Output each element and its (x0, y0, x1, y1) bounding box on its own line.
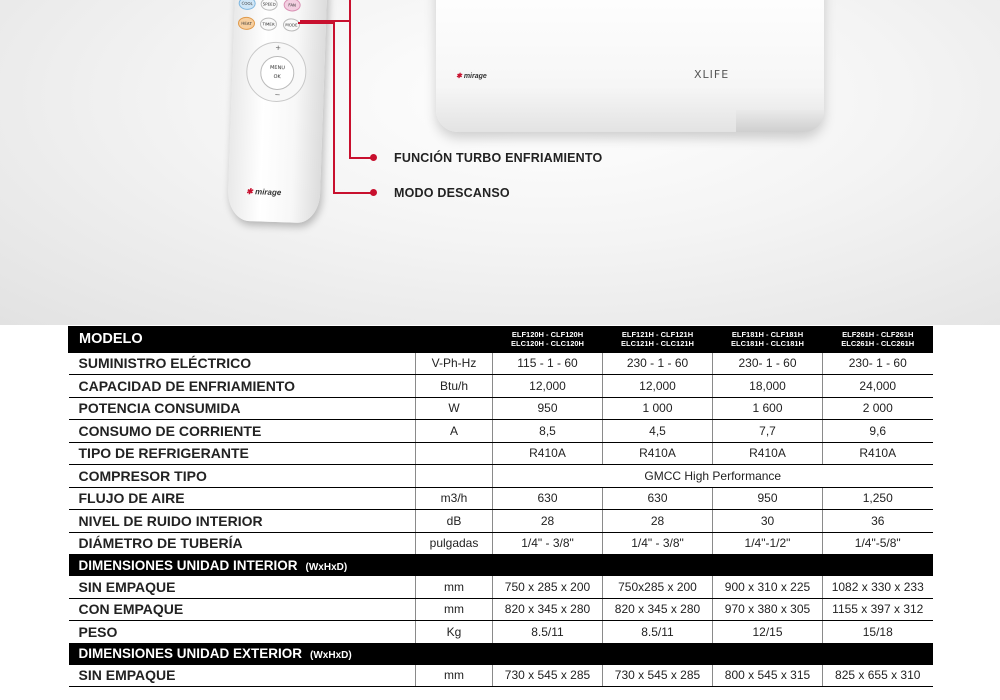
row-value: 1/4"-1/2" (713, 532, 823, 555)
row-value: 1/4" - 3/8" (493, 532, 603, 555)
section-title: DIMENSIONES UNIDAD INTERIOR (78, 557, 298, 573)
row-value: 1155 x 397 x 312 (823, 598, 933, 621)
section-header-row (69, 555, 933, 576)
row-label: COMPRESOR TIPO (69, 465, 416, 488)
section-title: DIMENSIONES UNIDAD EXTERIOR (78, 646, 303, 661)
section-header-row (69, 643, 933, 664)
row-value: 1/4"-5/8" (823, 532, 933, 555)
callout-line (349, 0, 351, 158)
row-unit: W (416, 397, 493, 420)
model-code: ELC181H - CLC181H (731, 338, 804, 348)
remote-fan-button: FAN (283, 0, 300, 12)
row-label: POTENCIA CONSUMIDA (69, 397, 416, 420)
row-value: 115 - 1 - 60 (493, 352, 603, 375)
row-value: 230- 1 - 60 (823, 352, 933, 375)
row-value: R410A (493, 442, 603, 465)
table-row (69, 352, 933, 375)
row-unit: m3/h (416, 487, 493, 510)
table-row (69, 532, 933, 555)
header-model-label: MODELO (69, 326, 416, 352)
row-value: 24,000 (823, 375, 933, 398)
row-value: 970 x 380 x 305 (713, 598, 823, 621)
row-value: 28 (603, 510, 713, 533)
row-value: 750 x 285 x 200 (493, 576, 603, 599)
row-value: 820 x 345 x 280 (493, 598, 603, 621)
row-value: 2 000 (823, 397, 933, 420)
row-unit: Kg (416, 621, 493, 644)
remote-brand-text: mirage (254, 187, 282, 198)
remote-menu-label: MENU (269, 64, 285, 72)
plus-icon: + (275, 43, 282, 53)
row-unit: dB (416, 510, 493, 533)
section-dimensions-note: (WxHxD) (310, 650, 352, 661)
ac-brand-text: mirage (463, 73, 487, 80)
callout-line (333, 192, 373, 194)
row-value: 730 x 545 x 285 (493, 664, 603, 687)
header-unit-cell (416, 326, 493, 352)
table-row (69, 576, 933, 599)
row-value: 12,000 (493, 375, 603, 398)
header-model-cell (713, 326, 823, 352)
row-value: 950 (493, 397, 603, 420)
model-code: ELF121H - CLF121H (621, 329, 694, 339)
remote-cool-button: COOL (238, 0, 255, 10)
row-unit: A (416, 420, 493, 443)
row-unit (416, 465, 493, 488)
header-model-cell (493, 326, 603, 352)
row-value: 9,6 (823, 420, 933, 443)
row-label: CONSUMO DE CORRIENTE (69, 420, 416, 443)
row-value: 750x285 x 200 (603, 576, 713, 599)
row-value: 30 (713, 510, 823, 533)
row-label: FLUJO DE AIRE (69, 487, 416, 510)
table-row (69, 465, 933, 488)
row-label: CON EMPAQUE (69, 598, 416, 621)
row-value: 730 x 545 x 285 (603, 664, 713, 687)
table-row (69, 598, 933, 621)
row-value: 8.5/11 (493, 621, 603, 644)
callout-dot (370, 154, 377, 161)
row-value: 820 x 345 x 280 (603, 598, 713, 621)
product-hero (0, 0, 1000, 325)
row-value: 15/18 (823, 621, 933, 644)
section-dimensions-note: (WxHxD) (305, 561, 348, 573)
row-value: 8,5 (493, 420, 603, 443)
row-label: PESO (69, 621, 416, 644)
remote-ok-label: OK (273, 73, 281, 81)
model-code: ELF181H - CLF181H (731, 329, 804, 339)
row-value: 28 (493, 510, 603, 533)
table-row (69, 420, 933, 443)
remote-brand-logo (246, 187, 281, 197)
model-code: ELF120H - CLF120H (511, 329, 584, 339)
callout-dot (370, 189, 377, 196)
row-unit: mm (416, 664, 493, 687)
row-label: NIVEL DE RUIDO INTERIOR (69, 510, 416, 533)
row-value: 18,000 (713, 375, 823, 398)
row-unit: V-Ph-Hz (416, 352, 493, 375)
header-model-cell (603, 326, 713, 352)
row-label: SIN EMPAQUE (69, 576, 416, 599)
table-row (69, 664, 933, 687)
remote-control (227, 0, 329, 224)
remote-menu-ok-button (260, 55, 295, 90)
row-value: 4,5 (603, 420, 713, 443)
callout-line (298, 22, 334, 24)
ac-model-name: XLIFE (694, 68, 730, 81)
air-conditioner-unit (436, 0, 824, 132)
row-value: 7,7 (713, 420, 823, 443)
row-value: 12,000 (603, 375, 713, 398)
row-value: 950 (713, 487, 823, 510)
remote-dpad (245, 41, 307, 103)
row-value: 12/15 (713, 621, 823, 644)
table-row (69, 510, 933, 533)
row-value: 825 x 655 x 310 (823, 664, 933, 687)
callout-line (333, 22, 335, 193)
section-title-cell (69, 555, 933, 576)
table-row (69, 621, 933, 644)
row-label: CAPACIDAD DE ENFRIAMIENTO (69, 375, 416, 398)
row-value: 230 - 1 - 60 (603, 352, 713, 375)
row-unit: mm (416, 576, 493, 599)
header-model-cell (823, 326, 933, 352)
row-value: 1,250 (823, 487, 933, 510)
row-value: 630 (603, 487, 713, 510)
model-code: ELF261H - CLF261H (842, 329, 914, 339)
model-code: ELC261H - CLC261H (841, 338, 915, 348)
row-value: 8.5/11 (603, 621, 713, 644)
row-value: 900 x 310 x 225 (713, 576, 823, 599)
row-value: R410A (713, 442, 823, 465)
row-label: SIN EMPAQUE (69, 664, 416, 687)
table-row (69, 487, 933, 510)
brand-mark-icon: ✱ (456, 73, 462, 80)
minus-icon: − (274, 90, 281, 100)
remote-heat-button: HEAT (238, 17, 255, 31)
row-unit: pulgadas (416, 532, 493, 555)
row-value: R410A (603, 442, 713, 465)
row-unit: mm (416, 598, 493, 621)
table-header-row (69, 326, 933, 352)
row-label: TIPO DE REFRIGERANTE (69, 442, 416, 465)
ac-brand-logo (456, 72, 487, 80)
spec-table (68, 326, 933, 687)
remote-mode-button: MODE (283, 18, 300, 32)
row-unit: Btu/h (416, 375, 493, 398)
row-value: 36 (823, 510, 933, 533)
row-value: 1/4" - 3/8" (603, 532, 713, 555)
brand-mark-icon: ✱ (245, 186, 253, 197)
feature-sleep-mode: MODO DESCANSO (394, 186, 510, 200)
row-value: 1 000 (603, 397, 713, 420)
row-label: DIÁMETRO DE TUBERÍA (69, 532, 416, 555)
row-label: SUMINISTRO ELÉCTRICO (69, 352, 416, 375)
row-value: R410A (823, 442, 933, 465)
remote-timer-button: TIMER (260, 17, 277, 31)
row-value: 1 600 (713, 397, 823, 420)
row-value: 800 x 545 x 315 (713, 664, 823, 687)
row-unit (416, 442, 493, 465)
table-row (69, 397, 933, 420)
table-row (69, 442, 933, 465)
model-code: ELC120H - CLC120H (511, 338, 584, 348)
section-title-cell (69, 643, 933, 664)
table-row (69, 375, 933, 398)
ac-vent (736, 110, 824, 132)
feature-turbo-cooling: FUNCIÓN TURBO ENFRIAMIENTO (394, 151, 603, 165)
remote-speed-button: SPEED (260, 0, 277, 11)
row-value: 1082 x 330 x 233 (823, 576, 933, 599)
row-value: 230- 1 - 60 (713, 352, 823, 375)
row-value: GMCC High Performance (493, 465, 933, 488)
row-value: 630 (493, 487, 603, 510)
model-code: ELC121H - CLC121H (621, 338, 694, 348)
